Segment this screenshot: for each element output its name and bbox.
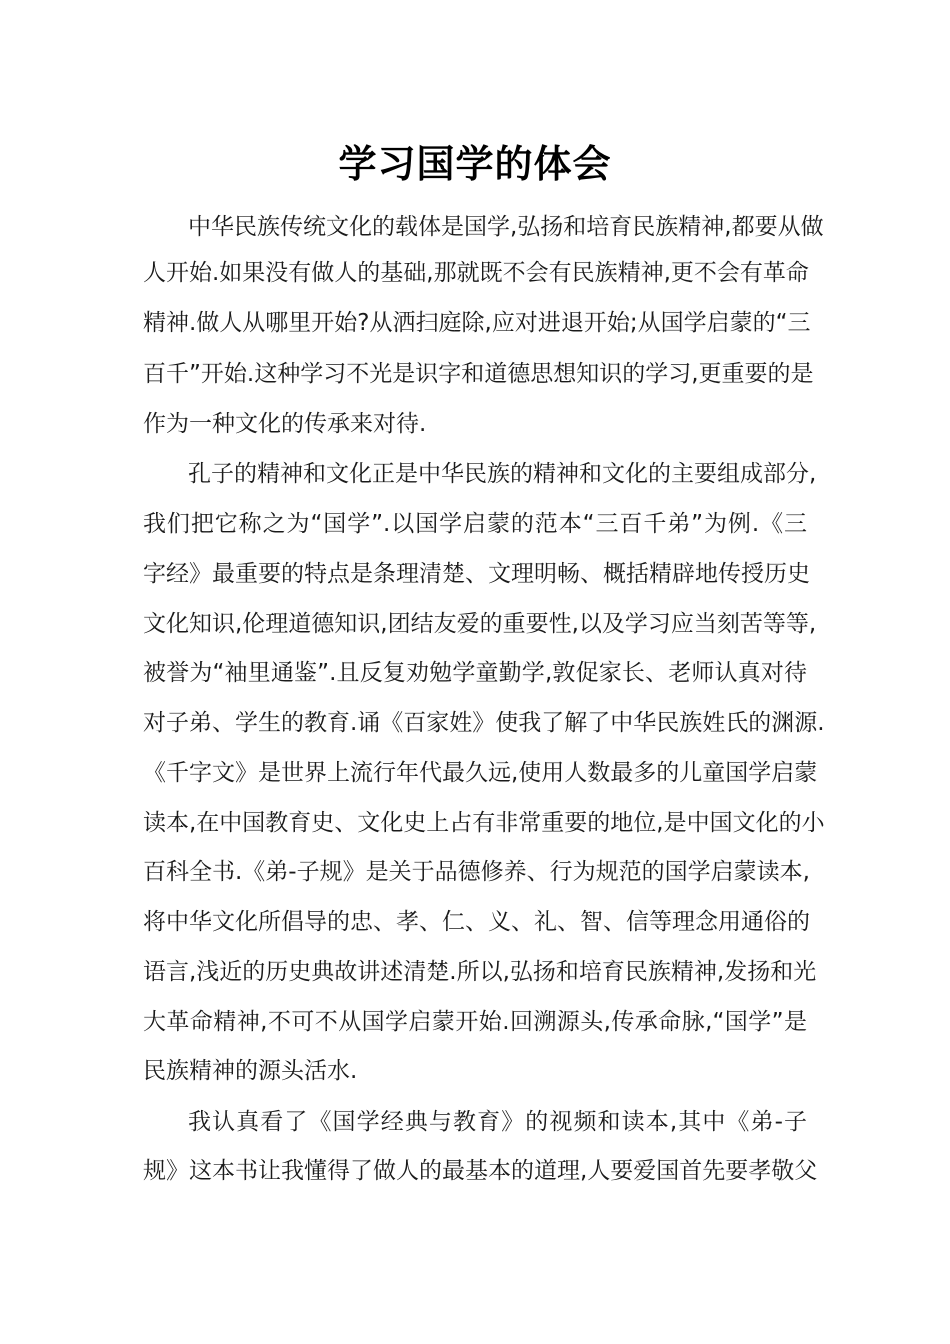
paragraph-2-line-12: 大革命精神,不可不从国学启蒙开始.回溯源头,传承命脉,“国学”是: [143, 1009, 807, 1035]
paragraph-1-line-1: 中华民族传统文化的载体是国学,弘扬和培育民族精神,都要从做: [188, 214, 824, 240]
paragraph-3-line-2: 规》这本书让我懂得了做人的最基本的道理,人要爱国首先要孝敬父: [143, 1158, 818, 1184]
paragraph-2-line-2: 我们把它称之为“国学”.以国学启蒙的范本“三百千弟”为例.《三: [143, 511, 807, 537]
paragraph-2-line-6: 对子弟、学生的教育.诵《百家姓》使我了解了中华民族姓氏的渊源.: [143, 710, 825, 736]
paragraph-2-line-10: 将中华文化所倡导的忠、孝、仁、义、礼、智、信等理念用通俗的: [143, 909, 810, 935]
paragraph-2-line-7: 《千字文》是世界上流行年代最久远,使用人数最多的儿童国学启蒙: [143, 760, 818, 786]
paragraph-1-line-5: 作为一种文化的传承来对待.: [143, 411, 427, 437]
paragraph-2-line-3: 字经》最重要的特点是条理清楚、文理明畅、概括精辟地传授历史: [143, 561, 810, 587]
document-title: 学习国学的体会: [338, 142, 612, 186]
paragraph-1-line-2: 人开始.如果没有做人的基础,那就既不会有民族精神,更不会有革命: [143, 260, 809, 286]
paragraph-3-line-1: 我认真看了《国学经典与教育》的视频和读本,其中《弟-子: [188, 1109, 807, 1135]
paragraph-2-line-8: 读本,在中国教育史、文化史上占有非常重要的地位,是中国文化的小: [143, 810, 825, 836]
paragraph-2-line-13: 民族精神的源头活水.: [143, 1058, 358, 1084]
paragraph-2-line-9: 百科全书.《弟-子规》是关于品德修养、行为规范的国学启蒙读本,: [143, 859, 810, 885]
paragraph-2-line-4: 文化知识,伦理道德知识,团结友爱的重要性,以及学习应当刻苦等等,: [143, 611, 817, 637]
paragraph-2-line-11: 语言,浅近的历史典故讲述清楚.所以,弘扬和培育民族精神,发扬和光: [143, 959, 817, 985]
paragraph-2-line-1: 孔子的精神和文化正是中华民族的精神和文化的主要组成部分,: [188, 461, 817, 487]
paragraph-2-line-5: 被誉为“袖里通鉴”.且反复劝勉学童勤学,敦促家长、老师认真对待: [143, 660, 807, 686]
paragraph-1-line-3: 精神.做人从哪里开始?从洒扫庭除,应对进退开始;从国学启蒙的“三: [143, 310, 811, 336]
paragraph-1-line-4: 百千”开始.这种学习不光是识字和道德思想知识的学习,更重要的是: [143, 361, 814, 387]
